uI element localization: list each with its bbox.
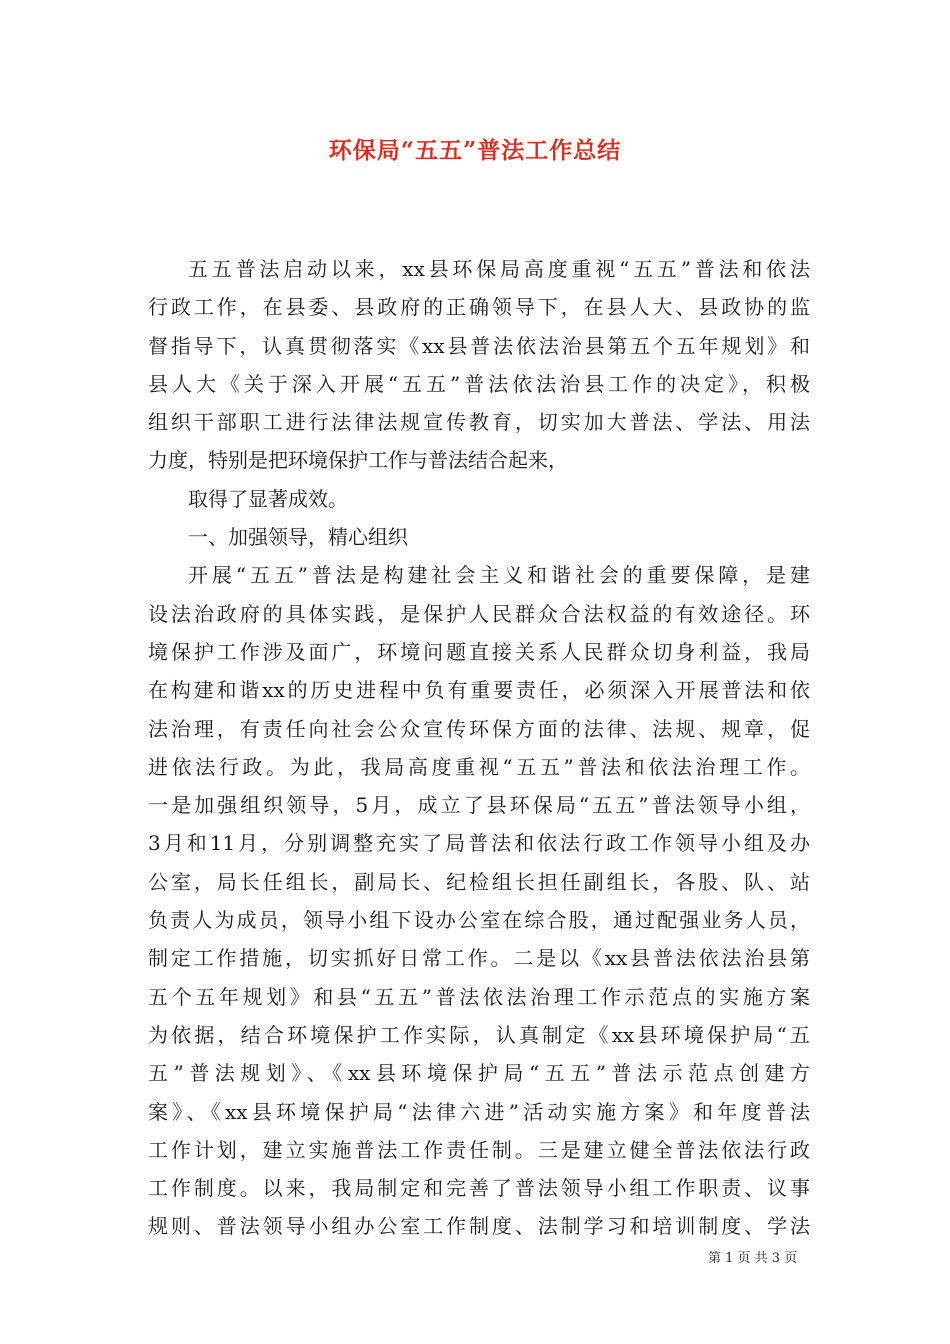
paragraph-line: 行政工作，在县委、县政府的正确领导下，在县人大、县政协的监 [148,295,810,320]
paragraph-line: 工作制度。以来，我局制定和完善了普法领导小组工作职责、议事 [148,1176,810,1201]
paragraph-line: 境保护工作涉及面广，环境问题直接关系人民群众切身利益，我局 [148,639,810,664]
paragraph-line: 案》、《xx县环境保护局“法律六进”活动实施方案》和年度普法 [148,1099,810,1124]
document-title: 环保局“五五”普法工作总结 [328,137,622,164]
paragraph-line: 法治理，有责任向社会公众宣传环保方面的法律、法规、规章，促 [148,716,810,741]
paragraph-line: 负责人为成员，领导小组下设办公室在综合股，通过配强业务人员， [148,908,810,933]
section-heading: 一、加强领导，精心组织 [188,525,408,550]
paragraph-line: 五”普法规划》、《xx县环境保护局“五五”普法示范点创建方 [148,1061,810,1086]
paragraph-line: 组织干部职工进行法律法规宣传教育，切实加大普法、学法、用法 [148,410,810,435]
paragraph-line: 一是加强组织领导，5月，成立了县环保局“五五”普法领导小组， [148,793,810,818]
paragraph-line: 为依据，结合环境保护工作实际，认真制定《xx县环境保护局“五 [148,1022,810,1047]
paragraph-line: 在构建和谐xx的历史进程中负有重要责任，必须深入开展普法和依 [148,678,810,703]
paragraph-line: 制定工作措施，切实抓好日常工作。二是以《xx县普法依法治县第 [148,946,810,971]
paragraph-line: 公室，局长任组长，副局长、纪检组长担任副组长，各股、队、站 [148,869,810,894]
paragraph-line: 设法治政府的具体实践，是保护人民群众合法权益的有效途径。环 [148,601,810,626]
paragraph-line: 工作计划，建立实施普法工作责任制。三是建立健全普法依法行政 [148,1137,810,1162]
paragraph-line: 取得了显著成效。 [188,486,348,511]
paragraph-line: 力度，特别是把环境保护工作与普法结合起来， [148,448,568,473]
paragraph-line: 3月和11月，分别调整充实了局普法和依法行政工作领导小组及办 [148,831,810,856]
document-body [148,250,810,1246]
paragraph-line: 进依法行政。为此，我局高度重视“五五”普法和依法治理工作。 [148,754,810,779]
paragraph-line: 县人大《关于深入开展“五五”普法依法治县工作的决定》，积极 [148,371,810,396]
page-number: 第 1 页 共 3 页 [708,1251,798,1266]
paragraph-line: 规则、普法领导小组办公室工作制度、法制学习和培训制度、学法 [148,1214,810,1239]
paragraph-line: 督指导下，认真贯彻落实《xx县普法依法治县第五个五年规划》和 [148,333,810,358]
paragraph-line: 五个五年规划》和县“五五”普法依法治理工作示范点的实施方案 [148,984,810,1009]
paragraph-line: 五五普法启动以来，xx县环保局高度重视“五五”普法和依法 [188,257,810,281]
paragraph-line: 开展“五五”普法是构建社会主义和谐社会的重要保障，是建 [188,563,810,588]
